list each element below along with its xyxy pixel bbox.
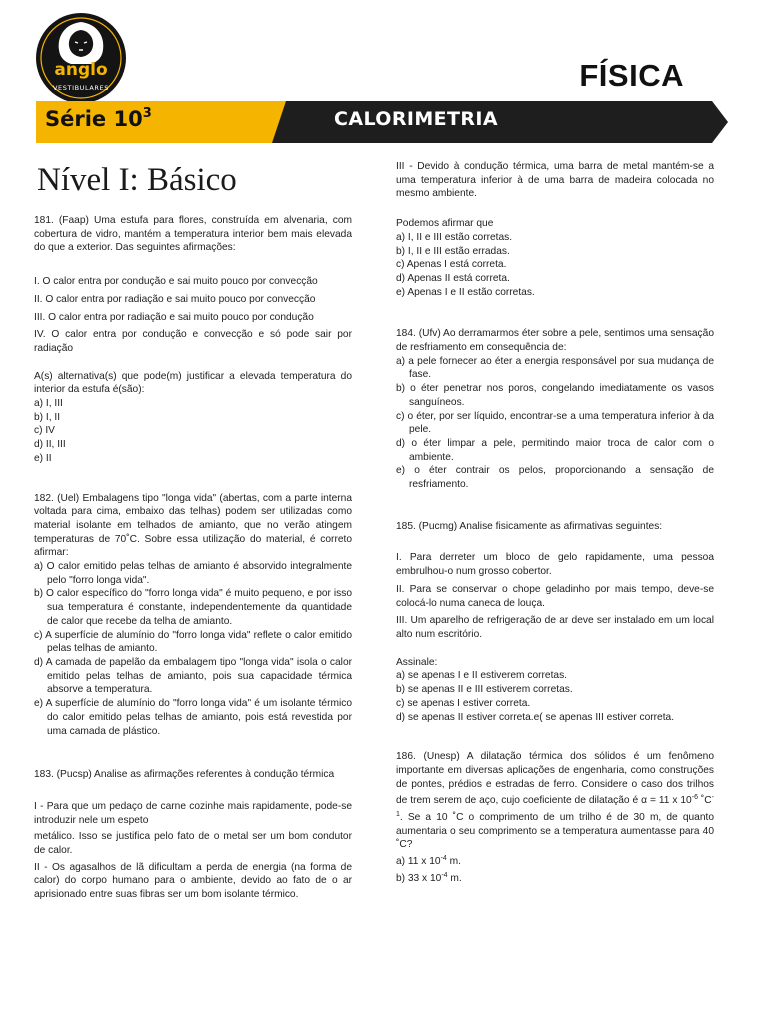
- q183-option: a) I, II e III estão corretas.: [396, 231, 513, 243]
- q185-statement: II. Para se conservar o chope geladinho por mais tempo, deve-se colocá-lo numa caneca de louça.: [396, 583, 714, 609]
- q182-option: e) A superfície de alumínio do "forro longa vida" é um isolante térmico do calor emitido pelas telhas de amianto, pois está revestida por uma camada de plástico.: [34, 698, 352, 737]
- q183-option: c) Apenas I está correta.: [396, 259, 507, 271]
- topic-title: CALORIMETRIA: [334, 108, 498, 130]
- right-column: [396, 160, 714, 886]
- q183-statement: III - Devido à condução térmica, uma barra de metal mantém-se a uma temperatura inferior à de uma barra de madeira colocada no mesmo ambiente.: [396, 161, 714, 200]
- q184-option: e) o éter contrair os pelos, proporcionando a sensação de resfriamento.: [396, 465, 714, 491]
- q184-option: a) a pele fornecer ao éter a energia responsável por sua mudança de fase.: [396, 355, 714, 381]
- q181-statement: II. O calor entra por radiação e sai muito pouco por convecção: [34, 293, 316, 305]
- q185-option: d) se apenas II estiver correta.e( se apenas III estiver correta.: [396, 711, 675, 723]
- q181-statement: I. O calor entra por condução e sai muito pouco por convecção: [34, 276, 318, 288]
- left-column: [34, 160, 352, 902]
- q181-intro: 181. (Faap) Uma estufa para flores, construída em alvenaria, com cobertura de vidro, mantém a temperatura interior bem mais elevada do que a exterior. Das seguintes afirmações:: [34, 215, 352, 254]
- q184-option: d) o éter limpar a pele, permitindo maior troca de calor com o ambiente.: [396, 437, 714, 463]
- q181-statement: IV. O calor entra por condução e convecção e só pode sair por radiação: [34, 329, 352, 354]
- q181-question: A(s) alternativa(s) que pode(m) justificar a elevada temperatura do interior da estufa é(são):: [34, 370, 352, 396]
- q183-option: d) Apenas II está correta.: [396, 272, 510, 284]
- q186-intro: 186. (Unesp) A dilatação térmica dos sólidos é um fenômeno importante em diversas aplicações de engenharia, como construções de pontes, prédios e estradas de ferro. Considere o caso dos trilhos de trem serem de aço, cujo coeficiente de dilatação é α = 11 x $10^{-6}$ $˚C^{-1}$. Se a 10 ˚C o comprimento de um trilho é de 30 m, de quanto aumentaria o seu comprimento se a temperatura aumentasse para 40 ˚C?: [396, 751, 714, 851]
- svg-text:VESTIBULARES: VESTIBULARES: [53, 84, 109, 92]
- q181-option: c) IV: [34, 425, 55, 437]
- q181-statement: III. O calor entra por radiação e sai muito pouco por condução: [34, 311, 314, 323]
- q186-option: b) 33 x $10^{-4}$ m.: [396, 871, 462, 884]
- series-label: Série $10^3$: [45, 106, 152, 131]
- q181-option: a) I, III: [34, 398, 63, 410]
- q181-option: d) II, III: [34, 439, 66, 451]
- q185-question: Assinale:: [396, 656, 438, 668]
- q184-intro: 184. (Ufv) Ao derramarmos éter sobre a pele, sentimos uma sensação de resfriamento em consequência de:: [396, 328, 714, 354]
- q183-option: e) Apenas I e II estão corretas.: [396, 286, 535, 298]
- q185-statement: III. Um aparelho de refrigeração de ar deve ser instalado em um local alto num escritório.: [396, 615, 714, 640]
- anglo-logo: [35, 12, 127, 104]
- q183-statement: II - Os agasalhos de lã dificultam a perda de energia (na forma de calor) do corpo humano para o ambiente, devido ao fato de o ar aprisionado entre suas fibras ser um bom isolante térmico.: [34, 861, 352, 901]
- q184-option: b) o éter penetrar nos poros, congelando imediatamente os vasos sanguíneos.: [396, 383, 714, 408]
- q182-intro: 182. (Uel) Embalagens tipo "longa vida" (abertas, com a parte interna voltada para cima, embaixo das telhas) podem ser utilizadas como material isolante em telhados de amianto, que no verão atingem temperaturas de 70˚C. Sobre essa utilização do material, é correto afirmar:: [34, 492, 352, 559]
- q185-statement: I. Para derreter um bloco de gelo rapidamente, uma pessoa embrulhou-o num grosso cobertor.: [396, 552, 714, 578]
- q185-option: a) se apenas I e II estiverem corretas.: [396, 670, 567, 682]
- q185-option: c) se apenas I estiver correta.: [396, 697, 531, 709]
- q183-statement: metálico. Isso se justifica pelo fato de o metal ser um bom condutor de calor.: [34, 831, 352, 857]
- q183-option: b) I, II e III estão erradas.: [396, 245, 510, 257]
- level-title: Nível I: Básico: [37, 162, 237, 198]
- q185-option: b) se apenas II e III estiverem corretas.: [396, 684, 573, 696]
- q181-option: b) I, II: [34, 411, 61, 423]
- subject-title: FÍSICA: [579, 58, 684, 93]
- q182-option: a) O calor emitido pelas telhas de amianto é absorvido integralmente pelo "forro longa vida".: [34, 561, 352, 586]
- q181-option: e) II: [34, 452, 52, 464]
- svg-text:anglo: anglo: [54, 60, 108, 80]
- q185-intro: 185. (Pucmg) Analise fisicamente as afirmativas seguintes:: [396, 520, 663, 532]
- q183-statement: I - Para que um pedaço de carne cozinhe mais rapidamente, pode-se introduzir nele um espeto: [34, 800, 352, 826]
- q182-option: d) A camada de papelão da embalagem tipo "longa vida" isola o calor emitido pelas telhas de amianto, pois sua capacidade térmica absorve a temperatura.: [34, 656, 352, 696]
- q182-option: b) O calor específico do "forro longa vida" é muito pequeno, e por isso sua temperatura é constante, independentemente da quantidade de calor que recebe da telha de amianto.: [34, 588, 352, 627]
- q182-option: c) A superfície de alumínio do "forro longa vida" reflete o calor emitido pelas telhas de amianto.: [34, 629, 352, 655]
- q183-intro: 183. (Pucsp) Analise as afirmações referentes à condução térmica: [34, 769, 335, 781]
- q184-option: c) o éter, por ser líquido, encontrar-se a uma temperatura inferior à da pele.: [396, 410, 714, 436]
- q183-question: Podemos afirmar que: [396, 218, 494, 230]
- q186-option: a) 11 x $10^{-4}$ m.: [396, 855, 461, 868]
